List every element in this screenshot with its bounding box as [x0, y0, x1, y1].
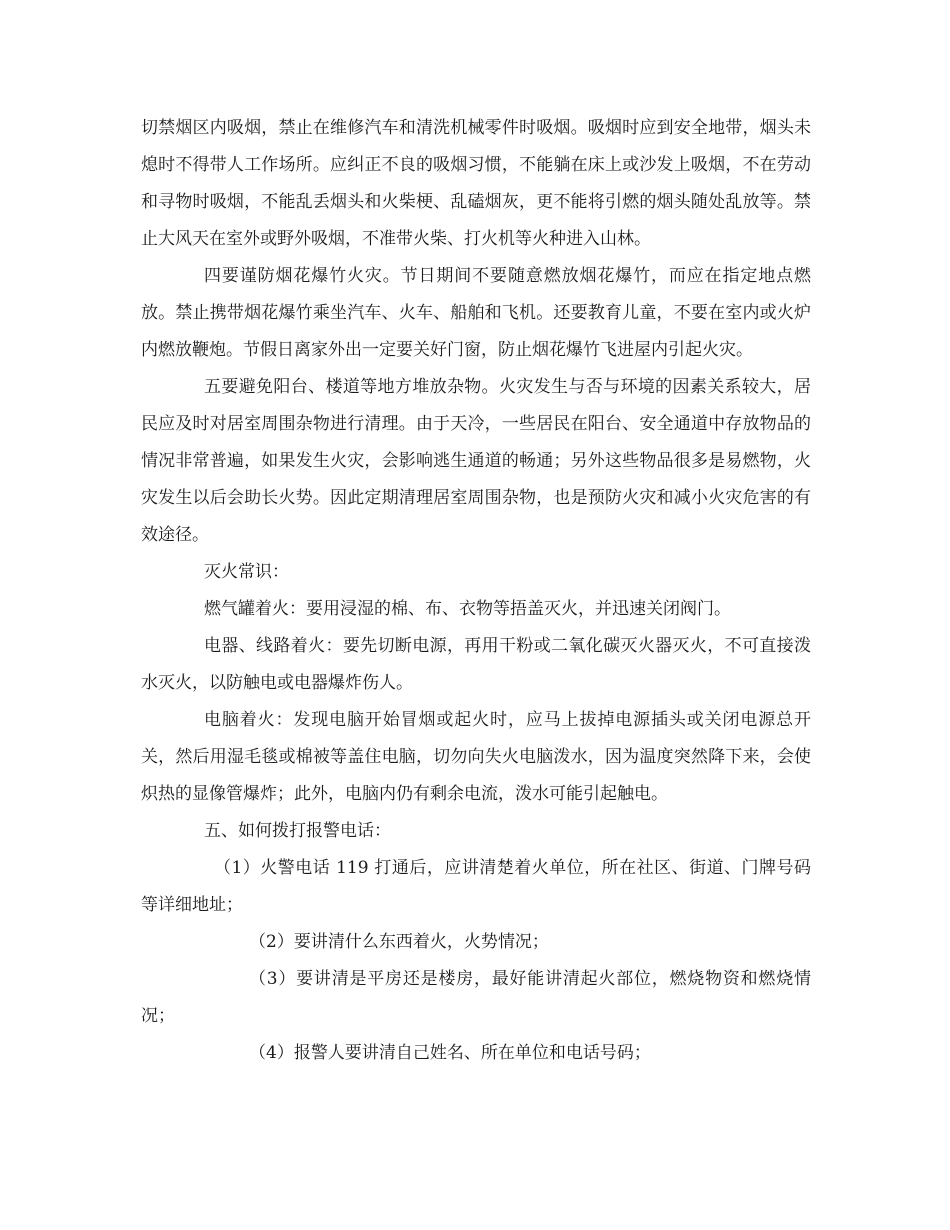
list-item-2: （2）要讲清什么东西着火，火势情况；: [249, 932, 549, 952]
heading-emergency-call: 五、如何拨打报警电话：: [204, 821, 391, 841]
paragraph-electrical-fire: 电器、线路着火：要先切断电源，再用干粉或二氧化碳灭火器灭火，不可直接泼水灭火，以防触电或电器爆炸伤人。: [141, 636, 811, 693]
paragraph-clutter: 五要避免阳台、楼道等地方堆放杂物。火灾发生与否与环境的因素关系较大，居民应及时对居室周围杂物进行清理。由于天冷，一些居民在阳台、安全通道中存放物品的情况非常普遍，如果发生火灾，会影响逃生通道的畅通；另外这些物品很多是易燃物，火灾发生以后会助长火势。因此定期清理居室周围杂物，也是预防火灾和减小火灾危害的有效途径。: [141, 377, 811, 545]
paragraph-fireworks: 四要谨防烟花爆竹火灾。节日期间不要随意燃放烟花爆竹，而应在指定地点燃放。禁止携带烟花爆竹乘坐汽车、火车、船舶和飞机。还要教育儿童，不要在室内或火炉内燃放鞭炮。节假日离家外出一定要关好门窗，防止烟花爆竹飞进屋内引起火灾。: [141, 266, 811, 360]
list-item-1: （1）火警电话 119 打通后，应讲清楚着火单位，所在社区、街道、门牌号码等详细地址；: [141, 858, 811, 915]
list-item-4: （4）报警人要讲清自己姓名、所在单位和电话号码；: [249, 1043, 651, 1063]
list-item-3: （3）要讲清是平房还是楼房，最好能讲清起火部位，燃烧物资和燃烧情况；: [141, 969, 811, 1026]
paragraph-smoking-rules: 切禁烟区内吸烟，禁止在维修汽车和清洗机械零件时吸烟。吸烟时应到安全地带，烟头未熄时不得带人工作场所。应纠正不良的吸烟习惯，不能躺在床上或沙发上吸烟，不在劳动和寻物时吸烟，不能乱丢烟头和火柴梗、乱磕烟灰，更不能将引燃的烟头随处乱放等。禁止大风天在室外或野外吸烟，不准带火柴、打火机等火种进入山林。: [141, 118, 811, 249]
document-body: [141, 110, 811, 1072]
paragraph-computer-fire: 电脑着火：发现电脑开始冒烟或起火时，应马上拔掉电源插头或关闭电源总开关，然后用湿毛毯或棉被等盖住电脑，切勿向失火电脑泼水，因为温度突然降下来，会使炽热的显像管爆炸；此外，电脑内仍有剩余电流，泼水可能引起触电。: [141, 710, 811, 804]
heading-firefighting-knowledge: 灭火常识：: [204, 562, 289, 582]
paragraph-gas-fire: 燃气罐着火：要用浸湿的棉、布、衣物等捂盖灭火，并迅速关闭阀门。: [204, 599, 731, 619]
